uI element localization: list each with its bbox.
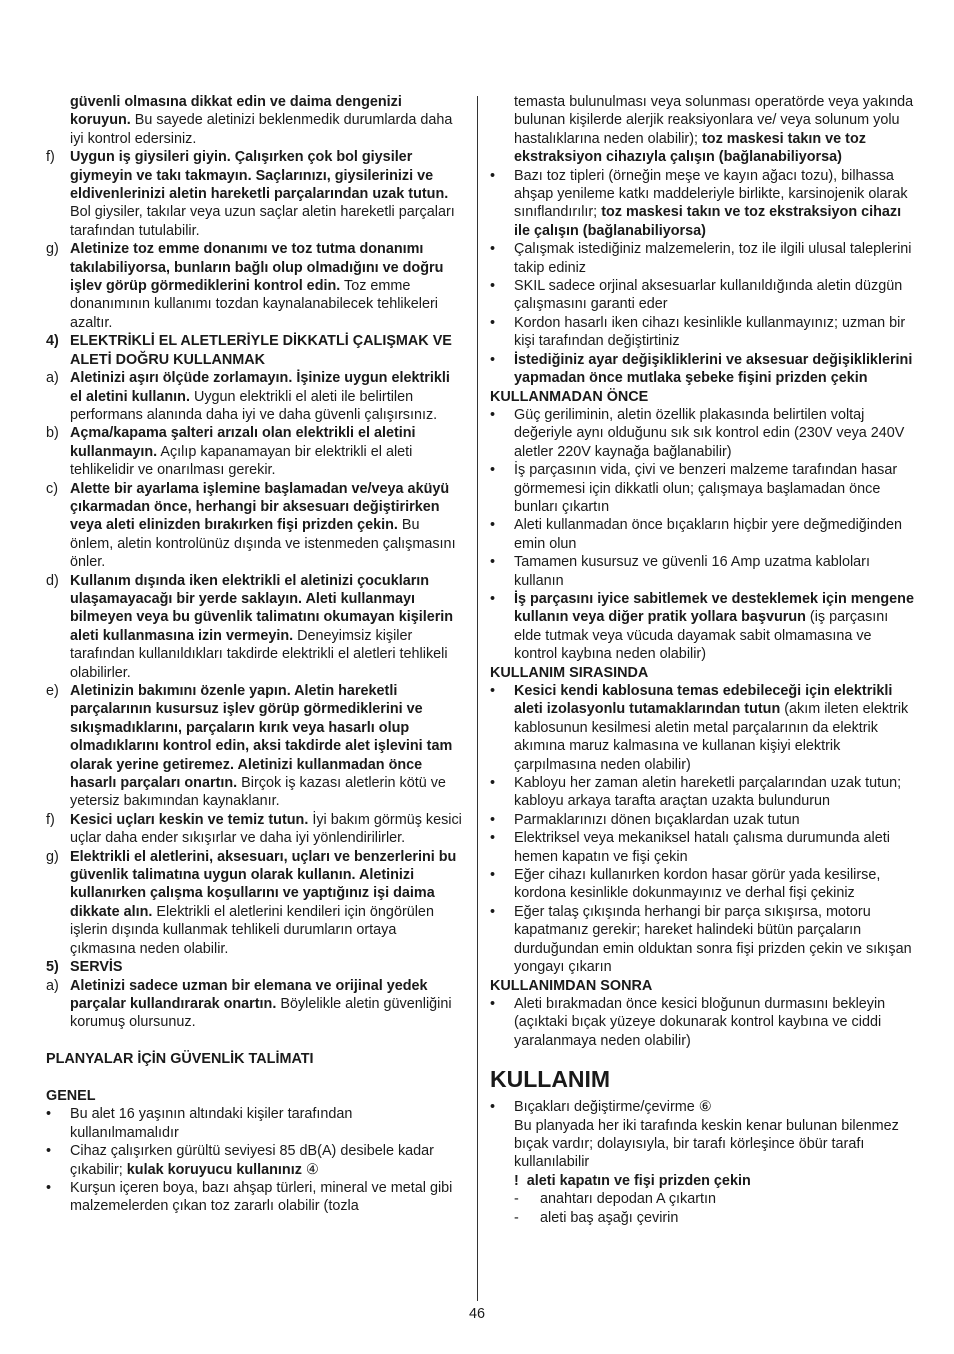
kullanim-sirasinda-title: KULLANIM SIRASINDA <box>490 664 649 681</box>
list-item-a: a) Aletinizi sadece uzman bir elemana ve orijinal yedek parçalar kullandırarak onartın. Böylelikle aletin güvenliğini korumuş olursunuz. <box>46 977 452 1031</box>
list-item-c: c) Alette bir ayarlama işlemine başlamadan ve/veya aküyü çıkarmadan önce, herhangi bir aksesuarı değiştirirken veya aleti elinizden bırakırken fişi prizden çekin. Bu önlem, aletin kontrolünüz dışında ve istenmeden çalışmasını önler. <box>46 480 456 571</box>
list-item-bullet: • Tamamen kusursuz ve güvenli 16 Amp uzatma kabloları kullanın <box>490 554 870 589</box>
list-item-bullet: • İş parçasının vida, çivi ve benzeri malzeme tarafından hasar görmemesi için dikkatli olun; çalışmaya başlamadan önce bunları çıkartın <box>490 462 898 515</box>
list-item-g: g) Elektrikli el aletlerini, aksesuarı, uçları ve benzerlerini bu güvenlik talimatına uygun olarak kullanın. Aletinizi kullanırken çalışma koşullarını ve yaptığınız işi daima dikkate alın. Elektrikli el aletlerini kendileri için öngörülen işlerin dışında kullanmak tehlikeli durumların ortaya çıkmasına neden olabilir. <box>46 848 457 957</box>
warning-icon: ! <box>514 1172 519 1189</box>
list-item-bullet: • Güç geriliminin, aletin özellik plakasında belirtilen voltaj değeriyle aynı olduğunu sık sık kontrol edin (230V veya 240V aletler 220V kaynağa bağlanabilir) <box>490 406 905 460</box>
list-item-bullet: • Bıçakları değiştirme/çevirme ⑥ <box>490 1099 712 1116</box>
spacer <box>46 1032 464 1050</box>
list-item-bullet: • Kurşun içeren boya, bazı ahşap türleri, mineral ve metal gibi malzemelerden çıkan toz zararlı olabilir (tozla <box>46 1179 453 1215</box>
list-item-bullet: • Bu alet 16 yaşının altındaki kişiler tarafından kullanılmamalıdır <box>46 1106 353 1141</box>
warning-line: ! aleti kapatın ve fişi prizden çekin <box>514 1172 751 1189</box>
list-item-bullet: • Eğer cihazı kullanırken kordon hasar görür yada kesilirse, kordona kesinlikle dokunmayınız ve derhal fişi çekiniz <box>490 867 881 902</box>
list-item-bullet: • İş parçasını iyice sabitlemek ve desteklemek için mengene kullanın veya diğer pratik yollara başvurun (iş parçasını elde tutmak veya vücuda dayamak sabit olmamasına ve kontrol kaybına neden olabilir) <box>490 590 914 663</box>
list-item-bullet: • Kabloyu her zaman aletin hareketli parçalarından uzak tutun; kabloyu arkaya tarafta araçtan uzakta bulundurun <box>490 775 902 810</box>
page-number: 46 <box>468 1306 485 1322</box>
section-heading-4: 4) ELEKTRİKLİ EL ALETLERİYLE DİKKATLİ ÇALIŞMAK VE ALETİ DOĞRU KULLANMAK <box>46 333 452 368</box>
list-item-bullet: • Elektriksel veya mekaniksel hatalı çalısma durumunda aleti hemen kapatın ve fişi çekin <box>490 830 890 865</box>
paragraph-continuation: güvenli olmasına dikkat edin ve daima dengenizi koruyun. Bu sayede aletinizi beklenmedik durumlarda daha iyi kontrol edersiniz. <box>70 94 453 147</box>
column-divider <box>477 96 478 1301</box>
list-item-g: g) Aletinize toz emme donanımı ve toz tutma donanımı takılabiliyorsa, bunların bağlı olup olmadığını ve doğru işlev görüp görmediklerini kontrol edin. Toz emme donanımının kullanımı tozdan kaynalanabilecek tehlikeleri azaltır. <box>46 241 444 331</box>
list-item-bullet: • Parmaklarınızı dönen bıçaklardan uzak tutun <box>490 811 800 828</box>
list-item-b: b) Açma/kapama şalteri arızalı olan elektrikli el aletini kullanmayın. Açılıp kapanamayan bir elektrikli el aleti tehlikelidir ve onarılması gerekir. <box>46 425 416 479</box>
list-item-bullet: • Kesici kendi kablosuna temas edebileceği için elektrikli aleti izolasyonlu tutamaklarından tutun (akım ileten elektrik kablosunun kesilmesi aletin metal parçalarının da elektrik akımına maruz kalmasına ve kullanan kişiyi elektrik çarpılmasına neden olabilir) <box>490 683 909 773</box>
list-item-bullet: • Eğer talaş çıkışında herhangi bir parça sıkışırsa, motoru kapatmanız gerekir; hareket halindeki bütün parçaların durduğundan emin olduktan sonra fişi prizden çekin ve sıkışan yongayı çıkarın <box>490 903 912 976</box>
planya-safety-title: PLANYALAR İÇİN GÜVENLİK TALİMATI <box>46 1051 314 1068</box>
blade-description: Bu planyada her iki tarafında keskin kenar bulunan bilenmez bıçak vardır; dolayısıyla, bir tarafı körleşince öbür tarafı kullanılabilir <box>514 1117 899 1171</box>
list-item-bullet: • Çalışmak istediğiniz malzemelerin, toz ile ilgili ulusal taleplerini takip ediniz <box>490 241 912 276</box>
list-item-bullet: • İstediğiniz ayar değişikliklerini ve aksesuar değişikliklerini yapmadan önce mutlaka şebeke fişini prizden çekin <box>490 351 913 387</box>
step-item: - aleti baş aşağı çevirin <box>514 1209 679 1226</box>
list-item-d: d) Kullanım dışında iken elektrikli el aletinizi çocukların ulaşamayacağı bir yerde saklayın. Aleti kullanmayı bilmeyen veya bu güvenlik talimatını okumayan kişilerin aleti kullanmasına izin vermeyin. Deneyimsiz kişiler tarafından kullanıldıkları takdirde elektrikli el aletleri tehlikeli olabilirler. <box>46 572 454 681</box>
list-item-bullet: • Cihaz çalışırken gürültü seviyesi 85 dB(A) desibele kadar çıkabilir; kulak koruyucu kullanınız ④ <box>46 1143 434 1178</box>
section-heading-5: 5) SERVİS <box>46 959 123 976</box>
list-item-bullet: • Aleti bırakmadan önce kesici bloğunun durmasını bekleyin (açıktaki bıçak yüzeye dokunarak kontrol kaybına ve ciddi yaralanmaya neden olabilir) <box>490 995 886 1049</box>
left-column <box>46 93 464 1216</box>
list-item-a: a) Aletinizi aşırı ölçüde zorlamayın. İşinize uygun elektrikli el aletini kullanın. Uygun elektrikli el aleti ile belirtilen performans alanında daha iyi ve daha güvenli çalışırsınız. <box>46 370 450 423</box>
list-item-bullet: • Aleti kullanmadan önce bıçakların hiçbir yere değmediğinden emin olun <box>490 517 902 552</box>
list-item-f: f) Kesici uçları keskin ve temiz tutun. İyi bakım görmüş kesici uçlar daha ender sıkışırlar ve daha iyi yönlendirilirler. <box>46 811 462 847</box>
paragraph-continuation: temasta bulunulması veya solunması operatörde veya yakında bulunan kişilerde alerjik reaksiyonlara ve/ veya solunum yolu hastalıklarına neden olabilir); toz maskesi takın ve toz ekstraksiyon cihazıyla çalışın (bağlanabiliyorsa) <box>514 94 914 166</box>
list-item-bullet: • SKIL sadece orjinal aksesuarlar kullanıldığında aletin düzgün çalışmasını garanti eder <box>490 278 903 313</box>
kullanimdan-sonra-title: KULLANIMDAN SONRA <box>490 977 653 994</box>
list-item-f: f) Uygun iş giysileri giyin. Çalışırken çok bol giysiler giymeyin ve takı takmayın. Saçlarınızı, giysilerinizi ve eldivenlerinizi aletin hareketli parçalarından uzak tutun. Bol giysiler, takılar veya uzun saçlar aletin hareketli parçaları tarafından tutulabilir. <box>46 149 455 239</box>
step-item: - anahtarı depodan A çıkartın <box>514 1191 717 1208</box>
list-item-bullet: • Kordon hasarlı iken cihazı kesinlikle kullanmayınız; uzman bir kişi tarafından değiştirtiniz <box>490 314 906 350</box>
genel-title: GENEL <box>46 1087 96 1104</box>
list-item-e: e) Aletinizin bakımını özenle yapın. Aletin hareketli parçalarının kusursuz işlev görüp görmediklerini ve sıkışmadıklarını, parçaların kırık veya hasarlı olup olmadıklarını kontrol edin, aksi takdirde alet işlevini tam olarak yerine getiremez. Aletinizi kullanmadan önce hasarlı parçaları onartın. Birçok iş kazası aletlerin kötü ve yetersiz bakımından kaynaklanır. <box>46 683 453 810</box>
right-column <box>490 93 914 1227</box>
list-item-bullet: • Bazı toz tipleri (örneğin meşe ve kayın ağacı tozu), bilhassa ahşap yenileme katkı maddeleriyle birlikte, karsinojenik olarak sınıflandırılır; toz maskesi takın ve toz ekstraksiyon cihazı ile çalışın (bağlanabiliyorsa) <box>490 167 908 239</box>
kullanim-heading: KULLANIM <box>490 1066 611 1093</box>
spacer <box>46 1069 464 1087</box>
kullanmadan-once-title: KULLANMADAN ÖNCE <box>490 388 649 405</box>
